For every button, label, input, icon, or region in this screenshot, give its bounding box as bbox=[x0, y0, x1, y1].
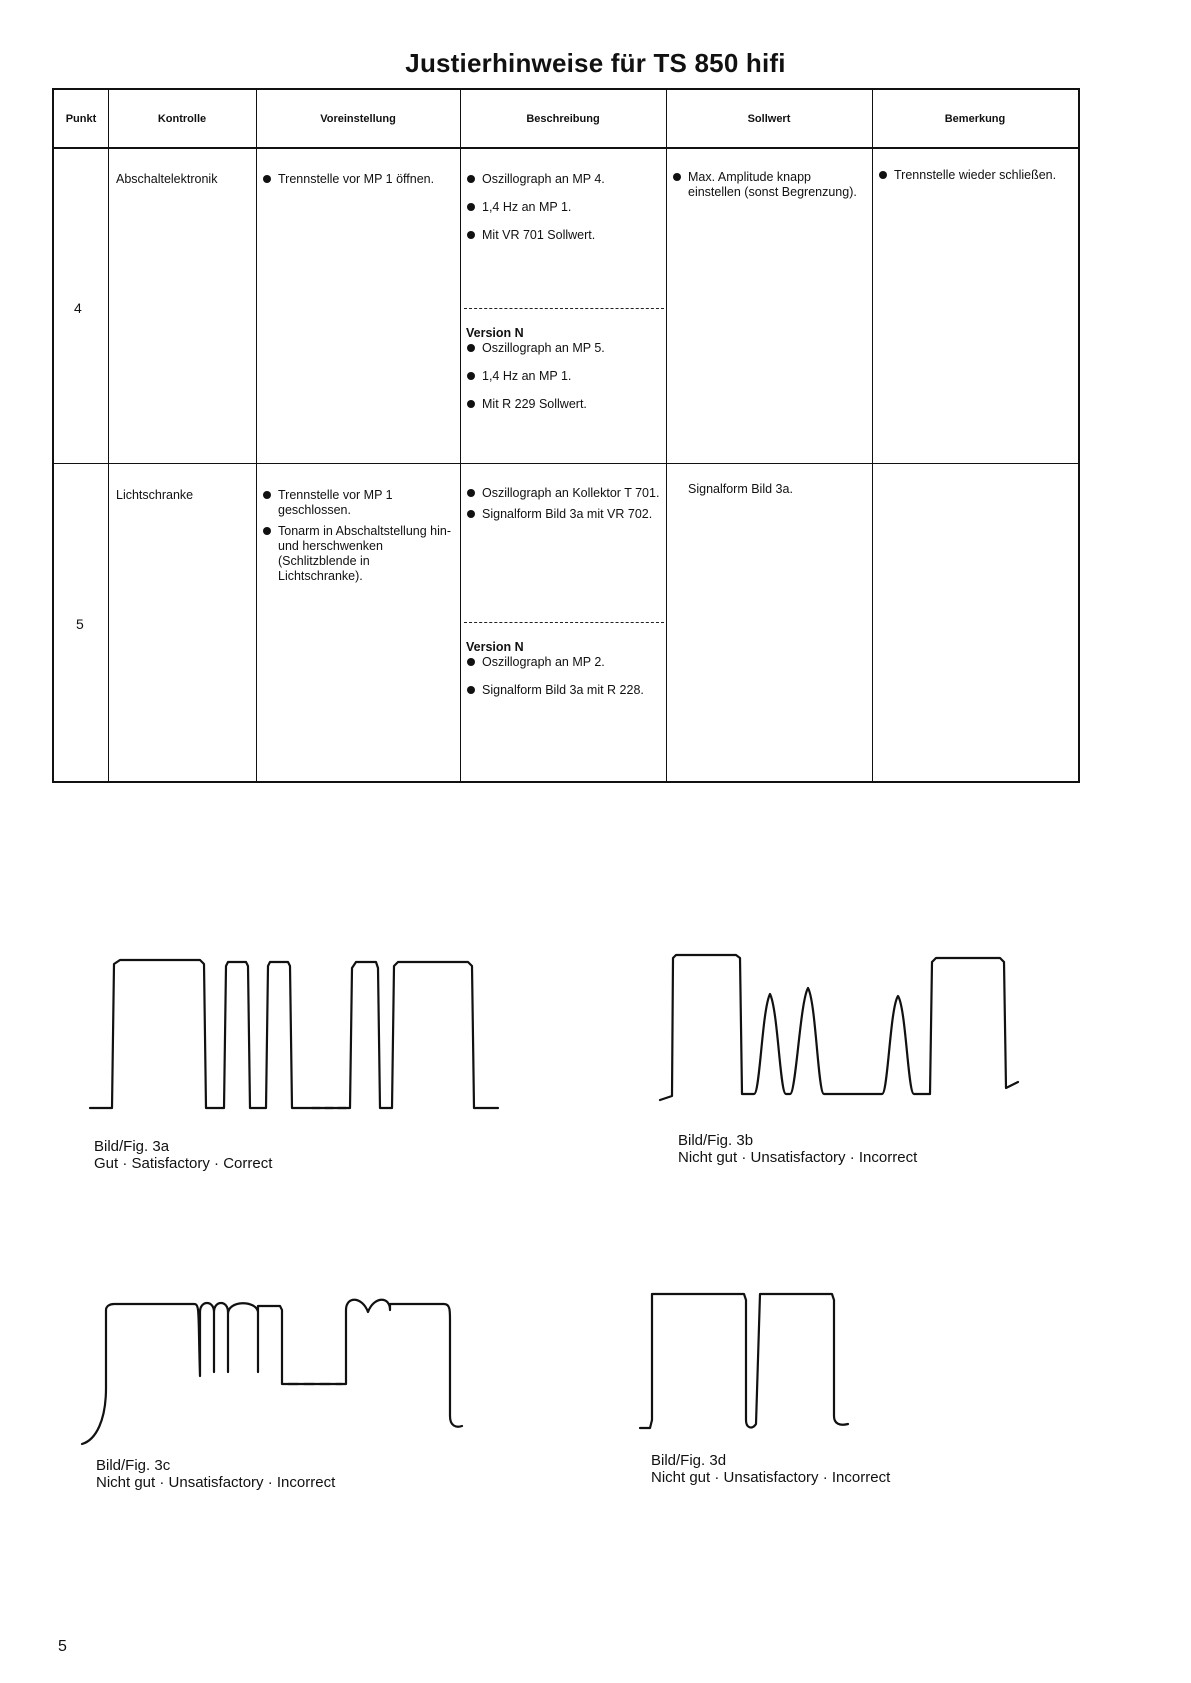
list-item: Oszillograph an MP 5. bbox=[466, 341, 661, 356]
header-kontrolle: Kontrolle bbox=[157, 113, 207, 125]
waveform-3d bbox=[640, 1294, 848, 1428]
figure-caption-3a bbox=[94, 1138, 272, 1172]
row-number: 4 bbox=[74, 300, 82, 316]
figure-label: Bild/Fig. 3a bbox=[94, 1138, 170, 1155]
list-item: 1,4 Hz an MP 1. bbox=[466, 200, 661, 215]
figure-label: Bild/Fig. 3c bbox=[96, 1457, 171, 1474]
list-item: Signalform Bild 3a mit R 228. bbox=[466, 683, 661, 698]
list-item: Signalform Bild 3a mit VR 702. bbox=[466, 507, 661, 522]
page-title: Justierhinweise für TS 850 hifi bbox=[405, 48, 786, 78]
kontrolle-cell: Abschaltelektronik bbox=[116, 172, 218, 186]
figure-verdict: Nicht gut · Unsatisfactory · Incorrect bbox=[96, 1474, 336, 1491]
list-item: Oszillograph an MP 4. bbox=[466, 172, 661, 187]
kontrolle-cell: Lichtschranke bbox=[116, 488, 194, 502]
figure-verdict: Nicht gut · Unsatisfactory · Incorrect bbox=[678, 1149, 918, 1166]
figure-caption-3c bbox=[96, 1457, 335, 1491]
list-item: Trennstelle vor MP 1 geschlossen. bbox=[262, 488, 452, 518]
waveform-3c bbox=[82, 1300, 462, 1444]
header-punkt: Punkt bbox=[65, 113, 97, 125]
row-number: 5 bbox=[76, 616, 84, 632]
list-item: Max. Amplitude knapp einstellen (sonst Begrenzung). bbox=[672, 170, 862, 200]
figure-verdict: Nicht gut · Unsatisfactory · Incorrect bbox=[651, 1469, 891, 1486]
list-item: Trennstelle vor MP 1 öffnen. bbox=[262, 172, 452, 187]
list-item: Mit VR 701 Sollwert. bbox=[466, 228, 661, 243]
header-beschreibung: Beschreibung bbox=[526, 113, 600, 125]
waveform-3a bbox=[90, 960, 498, 1108]
version-label: Version N bbox=[466, 640, 524, 654]
header-voreinstellung: Voreinstellung bbox=[320, 113, 396, 125]
list-item: Tonarm in Abschaltstellung hin- und herschwenken (Schlitzblende in Lichtschranke). bbox=[262, 524, 452, 584]
list-item: Oszillograph an Kollektor T 701. bbox=[466, 486, 661, 501]
list-item: Mit R 229 Sollwert. bbox=[466, 397, 661, 412]
list-item: Trennstelle wieder schließen. bbox=[878, 168, 1068, 183]
figure-label: Bild/Fig. 3b bbox=[678, 1132, 754, 1149]
list-item: Oszillograph an MP 2. bbox=[466, 655, 661, 670]
list-item: 1,4 Hz an MP 1. bbox=[466, 369, 661, 384]
figure-verdict: Gut · Satisfactory · Correct bbox=[94, 1155, 273, 1172]
waveform-3b bbox=[660, 955, 1018, 1100]
figure-label: Bild/Fig. 3d bbox=[651, 1452, 727, 1469]
page-number: 5 bbox=[58, 1638, 67, 1655]
version-label: Version N bbox=[466, 326, 524, 340]
figure-caption-3b bbox=[678, 1132, 917, 1166]
figure-caption-3d bbox=[651, 1452, 890, 1486]
header-bemerkung: Bemerkung bbox=[944, 113, 1006, 125]
header-sollwert: Sollwert bbox=[747, 113, 791, 125]
sollwert-cell: Signalform Bild 3a. bbox=[688, 482, 793, 496]
